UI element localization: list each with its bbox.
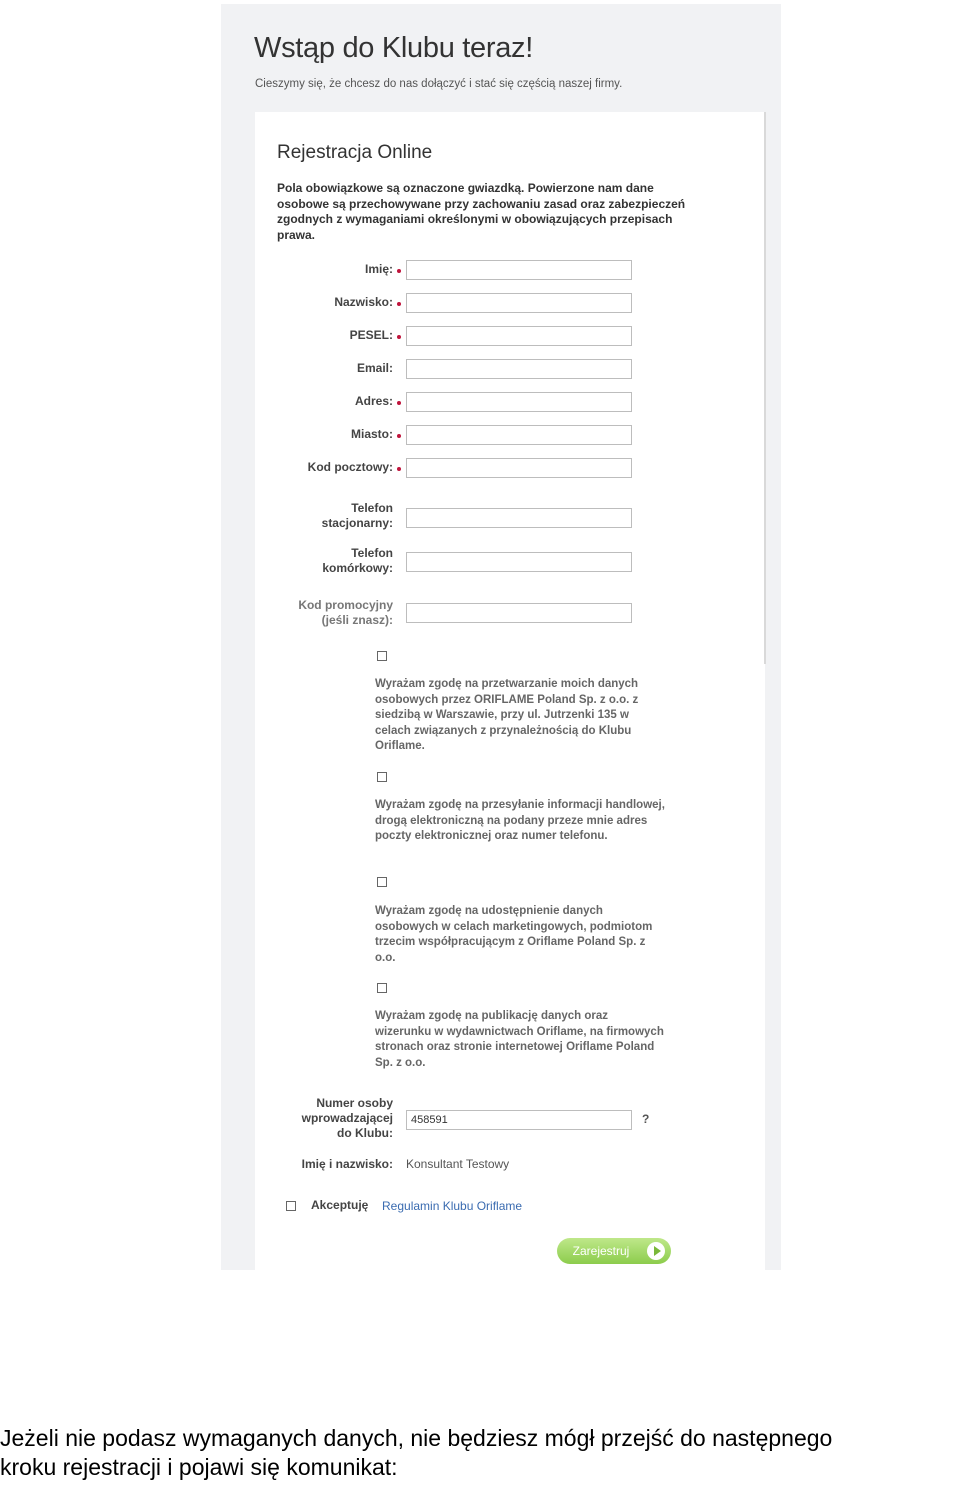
registration-panel — [255, 112, 765, 1270]
required-marker — [397, 467, 401, 471]
first-name-input[interactable] — [406, 260, 632, 280]
pesel-label: PESEL: — [349, 328, 393, 342]
referrer-name-label: Imię i nazwisko: — [301, 1157, 393, 1171]
consent-4-checkbox[interactable] — [377, 983, 387, 993]
consent-3-text: Wyrażam zgodę na udostępnienie danych osobowych w celach marketingowych, podmiotom trzecim współpracującym z Oriflame Poland Sp. z o.o. — [375, 905, 653, 964]
promo-code-label-line1: Kod promocyjny — [298, 598, 393, 612]
form-title: Rejestracja Online — [277, 142, 433, 163]
consent-2-text: Wyrażam zgodę na przesyłanie informacji handlowej, drogą elektroniczną na podany przeze mnie adres poczty elektronicznej oraz numer telefonu. — [375, 799, 665, 842]
last-name-label: Nazwisko: — [334, 295, 393, 309]
email-label: Email: — [356, 361, 393, 375]
mobile-input[interactable] — [406, 552, 632, 572]
mobile-label-line2: komórkowy: — [322, 561, 393, 575]
help-icon[interactable]: ? — [642, 1112, 650, 1126]
register-button-label: Zarejestruj — [572, 1244, 630, 1258]
referrer-number-input[interactable] — [406, 1110, 632, 1130]
panel-divider — [764, 112, 766, 664]
city-input[interactable] — [406, 425, 632, 445]
caption-line-2: kroku rejestracji i pojawi się komunikat: — [0, 1454, 398, 1480]
page-subtitle: Cieszymy się, że chcesz do nas dołączyć i stać się częścią naszej firmy. — [255, 78, 623, 90]
postal-code-input[interactable] — [406, 458, 632, 478]
screenshot-frame — [221, 4, 781, 1270]
document-caption — [0, 1424, 960, 1482]
promo-code-label-line2: (jeśli znasz): — [321, 613, 393, 627]
consent-1-text: Wyrażam zgodę na przetwarzanie moich danych osobowych przez ORIFLAME Poland Sp. z o.o. z siedzibą w Warszawie, przy ul. Jutrzenki 135 w celach związanych z przynależnością do Klubu Oriflame. — [375, 678, 639, 752]
required-marker — [397, 401, 401, 405]
play-arrow-icon — [647, 1242, 665, 1260]
form-intro: Pola obowiązkowe są oznaczone gwiazdką. Powierzone nam dane osobowe są przechowywane przy zachowaniu zasad oraz zabezpieczeń zgodnych z wymaganiami określonymi w obowiązujących przepisach prawa. — [277, 181, 686, 242]
accept-terms-label: Akceptuję — [311, 1198, 369, 1212]
postal-code-label: Kod pocztowy: — [307, 460, 393, 474]
page-title: Wstąp do Klubu teraz! — [254, 32, 534, 64]
referrer-number-label-line1: Numer osoby — [316, 1096, 393, 1110]
promo-code-input[interactable] — [406, 603, 632, 623]
consent-1-checkbox[interactable] — [377, 651, 387, 661]
city-label: Miasto: — [351, 427, 393, 441]
required-marker — [397, 302, 401, 306]
club-terms-link[interactable]: Regulamin Klubu Oriflame — [382, 1199, 523, 1213]
register-button[interactable] — [557, 1238, 671, 1264]
consent-2-checkbox[interactable] — [377, 772, 387, 782]
required-marker — [397, 434, 401, 438]
consent-3-checkbox[interactable] — [377, 877, 387, 887]
pesel-input[interactable] — [406, 326, 632, 346]
first-name-label: Imię: — [364, 262, 393, 276]
referrer-number-label-line3: do Klubu: — [337, 1126, 393, 1140]
landline-label-line1: Telefon — [351, 501, 393, 515]
referrer-number-label-line2: wprowadzającej — [301, 1111, 393, 1125]
consent-4-text: Wyrażam zgodę na publikację danych oraz wizerunku w wydawnictwach Oriflame, na firmowych stronach oraz stronie internetowej Oriflame Poland Sp. z o.o. — [375, 1010, 664, 1069]
email-input[interactable] — [406, 359, 632, 379]
referrer-name-value: Konsultant Testowy — [406, 1157, 510, 1171]
last-name-input[interactable] — [406, 293, 632, 313]
mobile-label-line1: Telefon — [351, 546, 393, 560]
required-marker — [397, 335, 401, 339]
required-marker — [397, 269, 401, 273]
accept-terms-checkbox[interactable] — [286, 1201, 296, 1211]
address-label: Adres: — [354, 394, 393, 408]
address-input[interactable] — [406, 392, 632, 412]
caption-line-1: Jeżeli nie podasz wymaganych danych, nie będziesz mógł przejść do następnego — [0, 1425, 833, 1451]
landline-input[interactable] — [406, 508, 632, 528]
landline-label-line2: stacjonarny: — [321, 516, 393, 530]
